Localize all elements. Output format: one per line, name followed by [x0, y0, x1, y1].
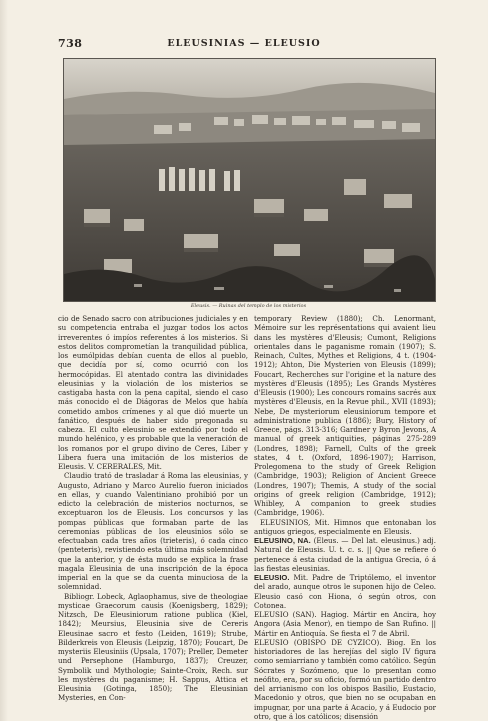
page-gutter-shadow [0, 0, 8, 721]
entry-headword: ELEUSIO. [254, 573, 290, 582]
right-text-column [254, 314, 436, 721]
dictionary-entry [254, 610, 436, 638]
running-head: ELEUSINIAS — ELEUSIO [167, 38, 321, 49]
entry-headword: ELEUSINO, NA. [254, 536, 311, 545]
dictionary-entry [254, 638, 436, 721]
dictionary-entry [254, 573, 436, 610]
entry-text: (Eleus. — Del lat. eleusinus.) adj. Natural de Eleusis. U. t. c. s. || Que se refiere ó pertenece á esta ciudad de la antigua Grecia, ó á las fiestas eleusinias. [254, 536, 436, 573]
left-paragraph-bibliography: Bibliogr. Lobeck, Aglaophamus, sive de theologiae mysticae Graecorum causis (Koenigsberg, 1829); Nitzsch, De Eleusiniorum ratione publica (Kiel, 1842); Meursius, Eleusinia sive de Cereris Eleusinae sacro et festo (Leiden, 1619); Strube, Bilderkreis von Eleusis (Leipzig, 1870); Foucart, De mysteriis Eleusiniis (Upsala, 1707); Preller, Demeter und Persephone (Hamburgo, 1837); Creuzer, Symbolik und Mythologie; Sainte-Croix, Rech. sur les mystères du paganisme; H. Sappus, Attica et Eleusinia (Gotinga, 1850); The Eleusinian Mysteries, en Con- [58, 591, 248, 703]
dictionary-entry [254, 536, 436, 573]
left-text-column [58, 314, 248, 712]
left-paragraph-1: cio de Senado sacro con atribuciones judiciales y en su competencia entraba el juzgar todos los actos irreverentes ó impíos referentes á los misterios. Si estos delitos comprometían la tranquilidad pública, los eumólpidas debían cuenta de ellos al pueblo, que decidía por sí, como ocurrió con los hermocópidas. El atentado contra las divinidades eleusinias y la violación de los misterios se castigaba hasta con la pena capital, siendo el caso más conocido el de Diágoras de Melos que había cometido ambos crímenes y al que dió muerte un fanático, después de haber sido pregonada su cabeza. El culto eleusinio se extendió por todo el mundo helénico, y es probable que la veneración de los romanos por el grupo divino de Ceres, Liber y Libera fuera una imitación de los misterios de Eleusis. V. CERERALES, Mit. [58, 314, 248, 471]
ruins-photo-illustration [64, 59, 435, 301]
entry-text: Mit. Padre de Triptólemo, el inventor del arado, aunque otros le suponen hijo de Celeo. Eleusio casó con Hiona, ó según otros, con Cotonea. [254, 573, 436, 610]
left-paragraph-2: Claudio trató de trasladar á Roma las eleusinias, y Augusto, Adriano y Marco Aurelio fueron iniciados en ellas, y cuando Valentiniano prohibió por un edicto la celebración de misterios nocturnos, se exceptuaron los de Eleusis. Los concursos y las pompas públicas que formaban parte de las ceremonias públicas de los eleusinios sólo se efectuaban cada tres años (trieteris), ó cada cinco (penteteris), revistiendo esta última más solemnidad que la anterior, y de ésta mudo se explica la frase magala Eleusinia de una inscripción de la época imperial en la que se da cuenta minuciosa de la solemnidad. [58, 471, 248, 592]
ruins-photograph [63, 58, 436, 302]
photo-caption: Eleusis. — Ruinas del templo de los misterios [190, 303, 307, 309]
right-paragraph-eleusinios: ELEUSINIOS, Mit. Himnos que entonaban los antiguos griegos, especialmente en Eleusis. [254, 517, 436, 536]
right-paragraph-bibliography-cont: temporary Review (1880); Ch. Lenormant, Mémoire sur les représentations qui avaient lieu dans les mystères d'Eleusis; Cumont, Religions orientales dans le paganisme romain (1907); S. Reinach, Cultes, Mythes et Religions, 4 t. (1904-1912); Ahton, Die Mysterien von Eleusis (1899); Foucart, Recherches sur l'origine et la nature des mystères d'Eleusis (1895); Les Grands Mystères d'Eleusis (1900); Les concours romains sacrés aux mystères d'Eleusis, en la Revue phil., XVII (1893); Nebe, De mysteriorum eleusiniorum tempore et administratione publica (1886); Bury, History of Greece, págs. 313-316; Gardner y Byron Jevons, A manual of greek antiquities, páginas 275-289 (Londres, 1898); Farnell, Cults of the greek states, 4 t. (Oxford, 1896-1907); Harrison, Prolegomena to the study of Greek Religion (Cambridge, 1903); Religion of Ancient Greece (Londres, 1907); Themis, A study of the social origins of greek religion (Cambridge, 1912); Whibley, A companion to greek studies (Cambridge, 1906). [254, 314, 436, 518]
entry-text: ELEUSIO (OBISPO DE CYZICO). Biog. En los historiadores de las herejías del siglo IV figura como semiarriano y también como católico. Según Sócrates y Sozómeno, que lo presentan como neófito, era, por su oficio, formó un partido dentro del arrianismo con los obispos Basilio, Eustacio, Macedonio y otros, que bien no se ocupaban en impugnar, por una parte á Acacio, y á Eudocio por otro, que á los católicos; disensión [254, 637, 436, 721]
entry-text: ELEUSIO (SAN). Hagiog. Mártir en Ancira, hoy Angora (Asia Menor), en tiempo de San Rufino. || Mártir en Antioquía. Se fiesta el 7 de Abril. [254, 610, 436, 638]
page-number: 738 [58, 37, 83, 50]
